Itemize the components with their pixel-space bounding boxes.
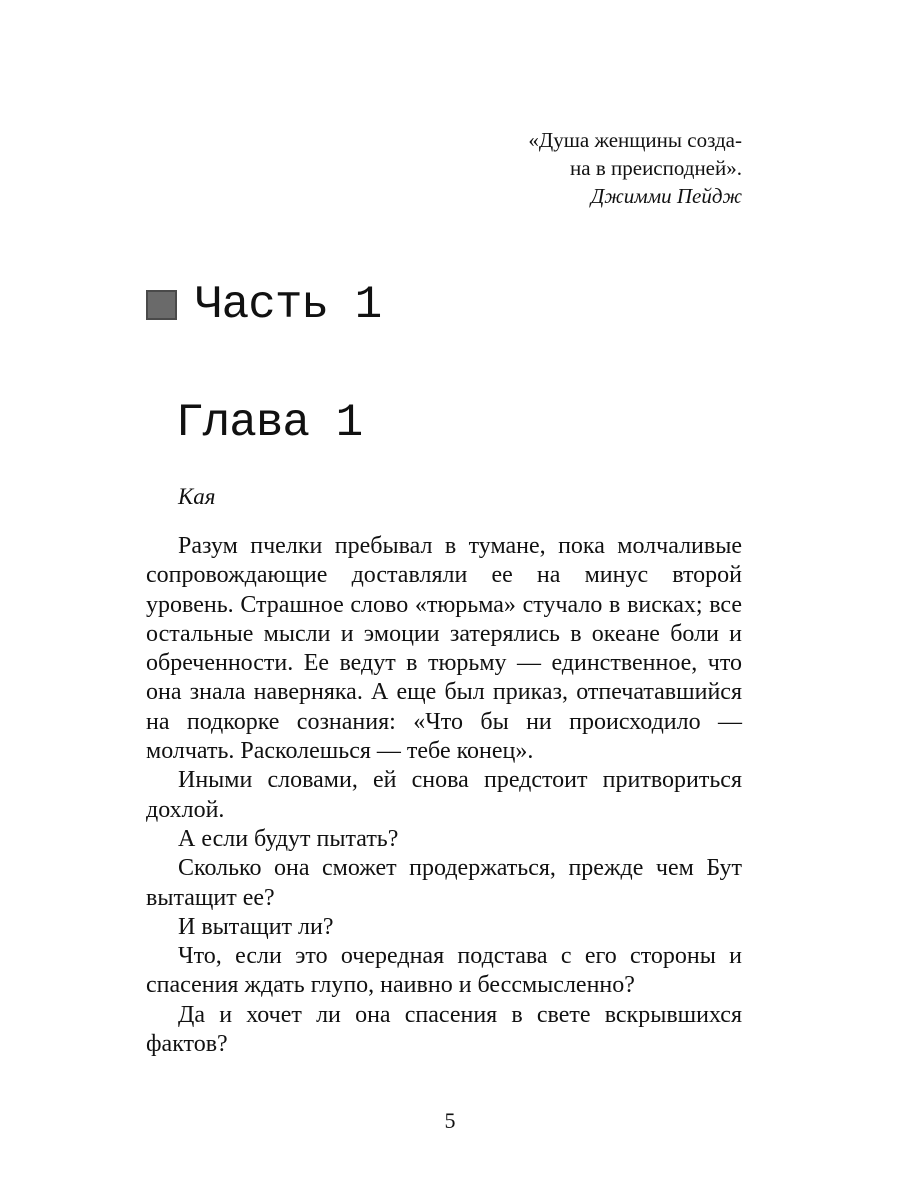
- paragraph: Да и хочет ли она спасения в свете вскрывшихся фактов?: [146, 1001, 742, 1058]
- pov-character: Кая: [178, 484, 216, 509]
- page-number: 5: [444, 1108, 456, 1133]
- paragraph: Разум пчелки пребывал в тумане, пока молчаливые сопровождающие доставляли ее на минус второй уровень. Страшное слово «тюрьма» стучало в висках; все остальные мысли и эмоции затерялись в океане боли и обреченности. Ее ведут в тюрьму — единственное, что она знала наверняка. А еще был приказ, отпечатавшийся на подкорке сознания: «Что бы ни происходило — молчать. Расколешься — тебе конец».: [146, 533, 742, 765]
- epigraph-quote-line-1: «Душа женщины созда-: [528, 128, 742, 152]
- paragraph: И вытащит ли?: [178, 913, 334, 940]
- paragraph: Сколько она сможет продержаться, прежде чем Бут вытащит ее?: [146, 855, 742, 911]
- paragraph: Иными словами, ей снова предстоит притвориться дохлой.: [146, 767, 742, 823]
- epigraph: [440, 126, 742, 210]
- epigraph-author: Джимми Пейдж: [590, 184, 742, 208]
- chapter-title: Глава 1: [176, 397, 363, 449]
- paragraph: А если будут пытать?: [178, 825, 399, 852]
- epigraph-quote-line-2: на в преисподней».: [570, 156, 742, 180]
- paragraph: Что, если это очередная подстава с его стороны и спасения ждать глупо, наивно и бессмысленно?: [146, 943, 742, 999]
- part-title: Часть 1: [195, 279, 382, 331]
- square-bullet-icon: [146, 290, 177, 320]
- part-heading: [146, 274, 381, 336]
- chapter-body: [146, 532, 742, 1059]
